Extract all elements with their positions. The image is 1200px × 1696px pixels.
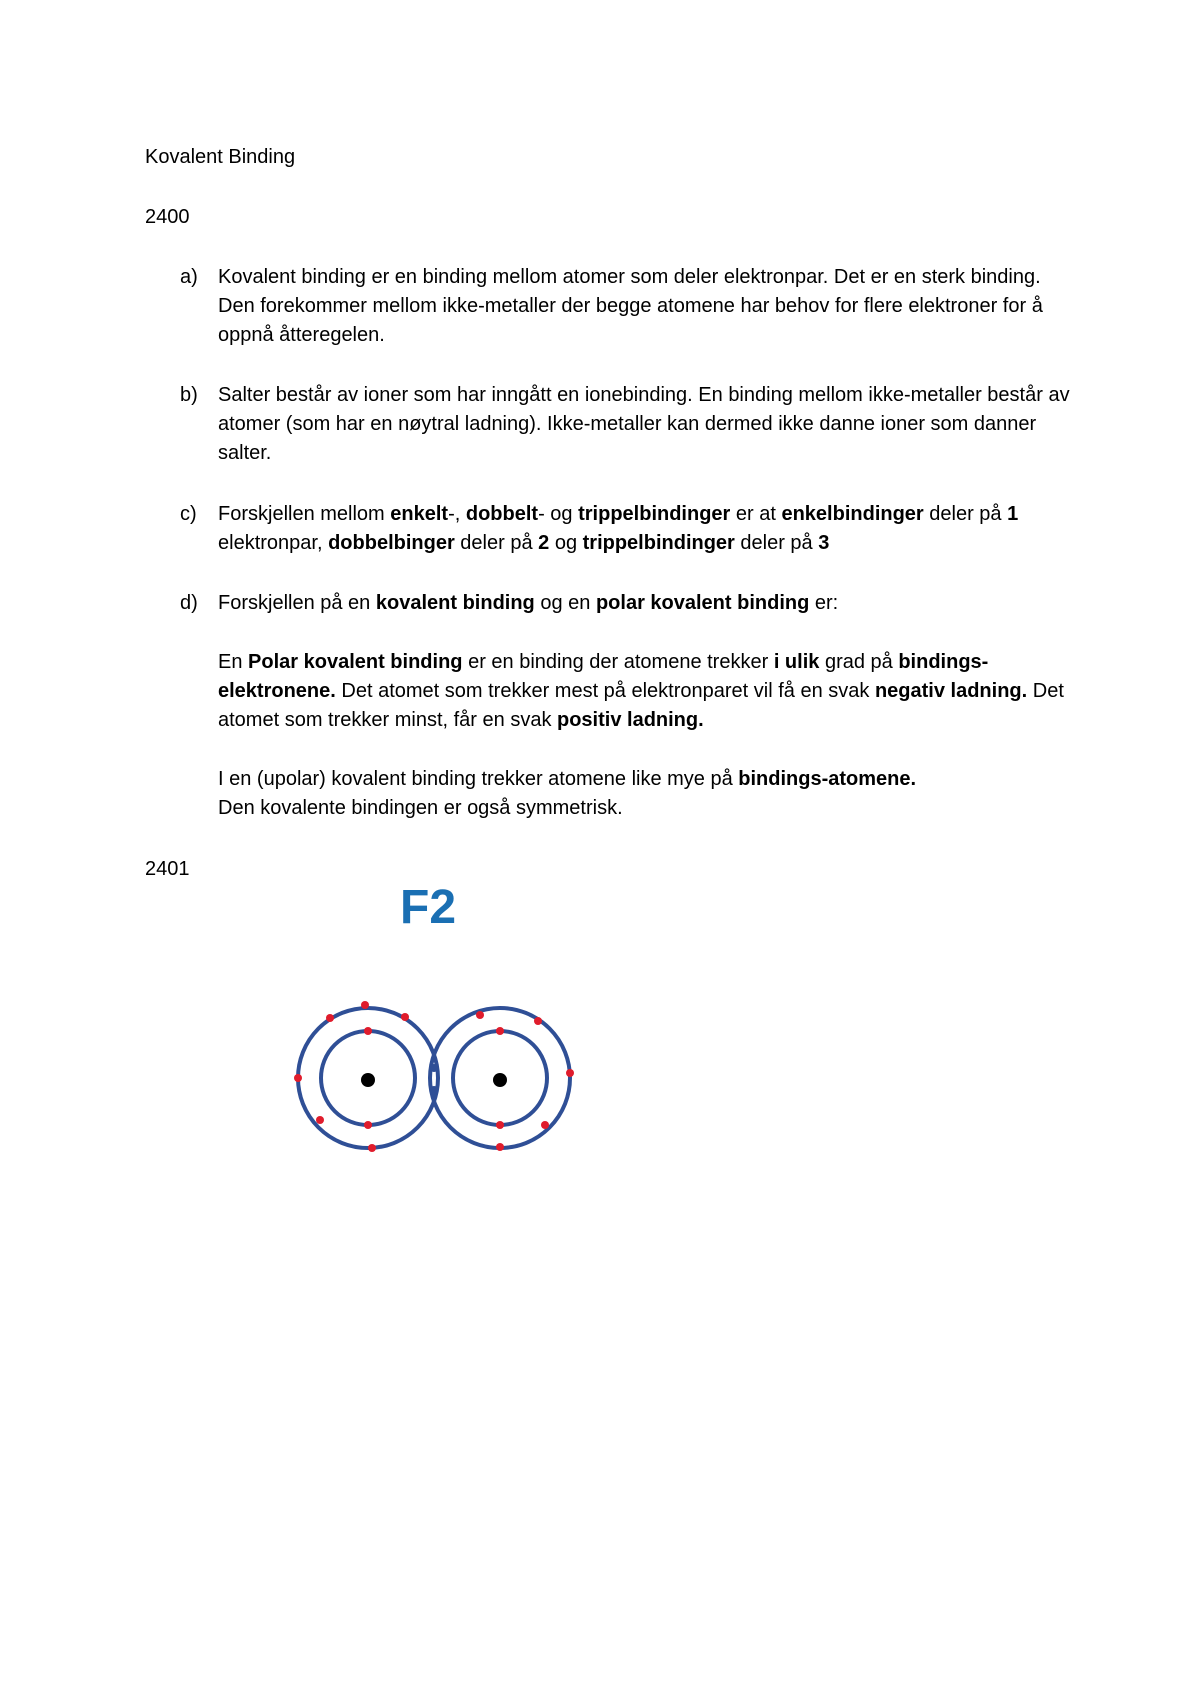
electron [368, 1144, 376, 1152]
f2-molecule-drawing [280, 855, 600, 1155]
nonpolar-bond-paragraph: I en (upolar) kovalent binding trekker atomene like mye på bindings-atomene. Den kovalente bindingen er også symmetrisk. [218, 768, 917, 819]
answer-b-label: b) [180, 384, 198, 406]
handwritten-f2-label [400, 881, 456, 934]
electron [566, 1069, 574, 1077]
electron [316, 1116, 324, 1124]
electron [476, 1011, 484, 1019]
answer-a-label: a) [180, 266, 198, 288]
electron [534, 1017, 542, 1025]
electron [364, 1121, 372, 1129]
answer-d-text: Forskjellen på en kovalent binding og en polar kovalent binding er: [218, 592, 839, 614]
right-nucleus [493, 1073, 507, 1087]
answer-c [180, 500, 1080, 560]
atom-shells [298, 1008, 570, 1148]
f2-label-text: F2 [400, 881, 457, 934]
shared-electron [430, 1064, 438, 1072]
document-title: Kovalent Binding [145, 146, 296, 168]
electron [496, 1121, 504, 1129]
electron [326, 1014, 334, 1022]
electrons [294, 1001, 574, 1152]
answer-d [180, 589, 1080, 619]
polar-bond-paragraph: En Polar kovalent binding er en binding der atomene trekker i ulik grad på bindings-elektronene. Det atomet som trekker mest på elektronparet vil få en svak negativ ladning. Det atomet som trekker minst, får en svak positiv ladning. [218, 651, 1064, 731]
electron [364, 1027, 372, 1035]
answer-b [180, 381, 1080, 471]
answer-b-text: Salter består av ioner som har inngått en ionebinding. En binding mellom ikke-metaller består av atomer (som har en nøytral ladning). Ikke-metaller kan dermed ikke danne ioner som danner salter. [218, 384, 1070, 464]
left-nucleus [361, 1073, 375, 1087]
answer-a [180, 263, 1080, 353]
shared-electron [430, 1086, 438, 1094]
exercise-number-2401: 2401 [145, 858, 190, 880]
electron [361, 1001, 369, 1009]
answer-c-text: Forskjellen mellom enkelt-, dobbelt- og trippelbindinger er at enkelbindinger deler på 1 elektronpar, dobbelbinger deler på 2 og trippelbindinger deler på 3 [218, 503, 1019, 554]
exercise-number-2400: 2400 [145, 206, 190, 228]
answer-d-label: d) [180, 592, 198, 614]
electron [294, 1074, 302, 1082]
electron [401, 1013, 409, 1021]
answer-a-text: Kovalent binding er en binding mellom atomer som deler elektronpar. Det er en sterk binding. Den forekommer mellom ikke-metaller der begge atomene har behov for flere elektroner for å oppnå åtteregelen. [218, 266, 1043, 346]
nuclei [361, 1073, 507, 1087]
answer-c-label: c) [180, 503, 197, 525]
electron [496, 1027, 504, 1035]
electron [541, 1121, 549, 1129]
electron [496, 1143, 504, 1151]
